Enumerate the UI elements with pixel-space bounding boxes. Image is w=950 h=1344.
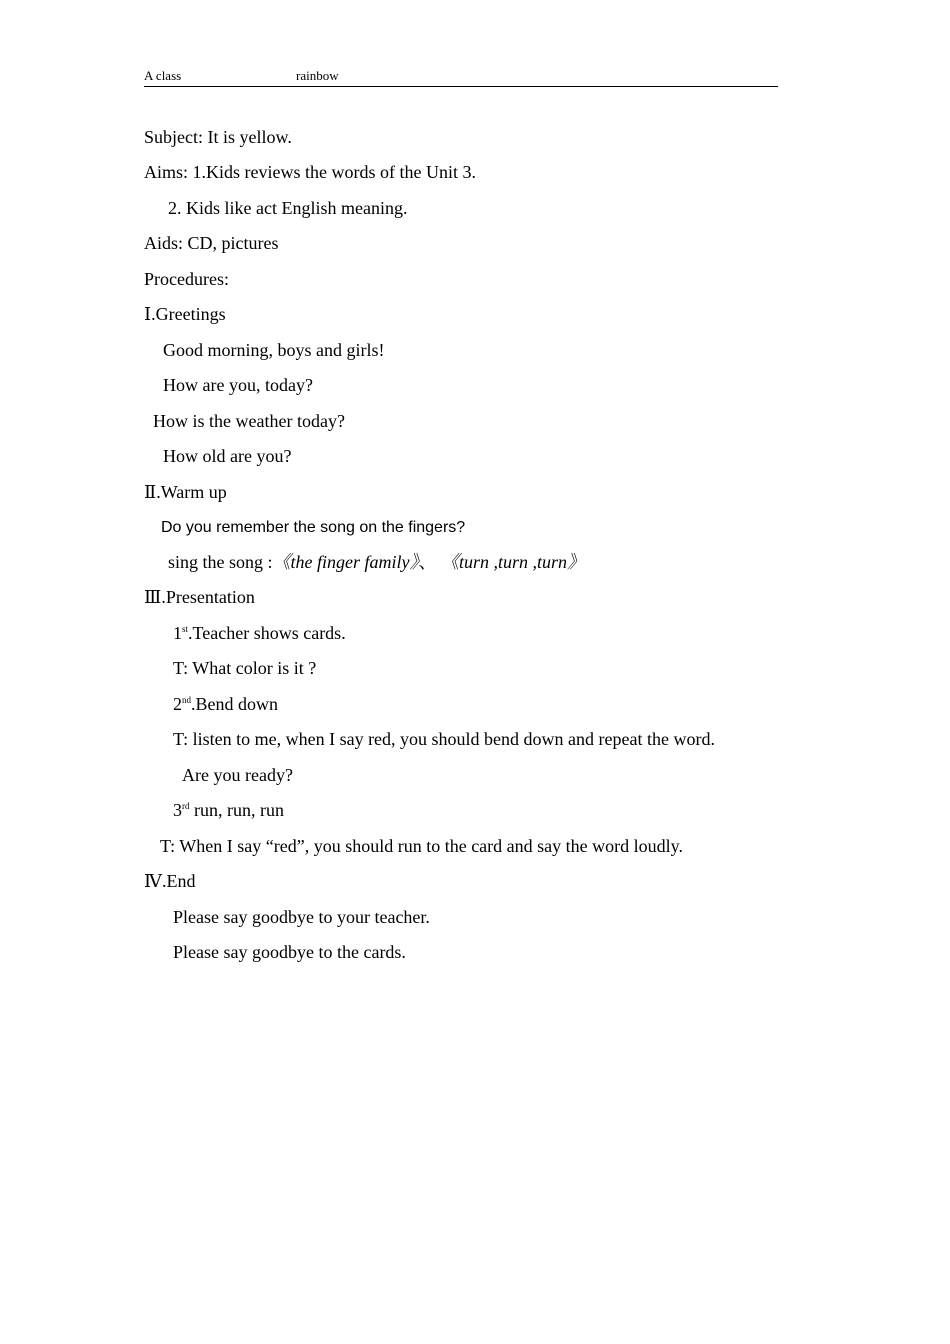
ready-line: Are you ready?	[182, 765, 293, 785]
step-3-number: 3	[173, 800, 182, 820]
subject-line: Subject: It is yellow.	[144, 127, 292, 147]
step-2-line	[173, 693, 278, 715]
rainbow-label: rainbow	[296, 68, 339, 83]
greeting-line-1: Good morning, boys and girls!	[163, 340, 385, 360]
aims-line-2: 2. Kids like act English meaning.	[168, 198, 408, 218]
step-2-number: 2	[173, 694, 182, 714]
song-separator: 、	[418, 552, 437, 572]
sing-song-line	[168, 551, 585, 573]
greeting-line-3: How is the weather today?	[153, 411, 345, 431]
step-3-suffix: rd	[182, 801, 190, 811]
presentation-heading: Ⅲ.Presentation	[144, 587, 255, 607]
step-1-suffix: st	[182, 624, 189, 634]
sing-prefix: sing the song :	[168, 552, 273, 572]
step-2-text: .Bend down	[191, 694, 278, 714]
page-header	[144, 68, 778, 87]
greetings-heading: Ⅰ.Greetings	[144, 304, 226, 324]
step-3-line	[173, 799, 284, 821]
greeting-line-2: How are you, today?	[163, 375, 313, 395]
song-title-2: 《turn ,turn ,turn》	[441, 552, 586, 572]
class-label: A class	[144, 68, 182, 83]
aids-line: Aids: CD, pictures	[144, 233, 279, 253]
teacher-line-1: T: What color is it ?	[173, 658, 317, 678]
step-1-number: 1	[173, 623, 182, 643]
step-2-suffix: nd	[182, 695, 191, 705]
end-heading: Ⅳ.End	[144, 871, 196, 891]
step-1-text: .Teacher shows cards.	[188, 623, 346, 643]
step-3-text: run, run, run	[189, 800, 284, 820]
end-line-1: Please say goodbye to your teacher.	[173, 907, 430, 927]
procedures-heading: Procedures:	[144, 269, 229, 289]
greeting-line-4: How old are you?	[163, 446, 292, 466]
aims-line-1: Aims: 1.Kids reviews the words of the Unit 3.	[144, 162, 476, 182]
teacher-line-3: T: When I say “red”, you should run to the card and say the word loudly.	[160, 836, 683, 856]
song-title-1: 《the finger family》	[272, 552, 419, 572]
warmup-question: Do you remember the song on the fingers?	[161, 519, 466, 536]
step-1-line	[173, 622, 346, 644]
warmup-heading: Ⅱ.Warm up	[144, 482, 227, 502]
teacher-line-2: T: listen to me, when I say red, you should bend down and repeat the word.	[173, 729, 715, 749]
end-line-2: Please say goodbye to the cards.	[173, 942, 406, 962]
